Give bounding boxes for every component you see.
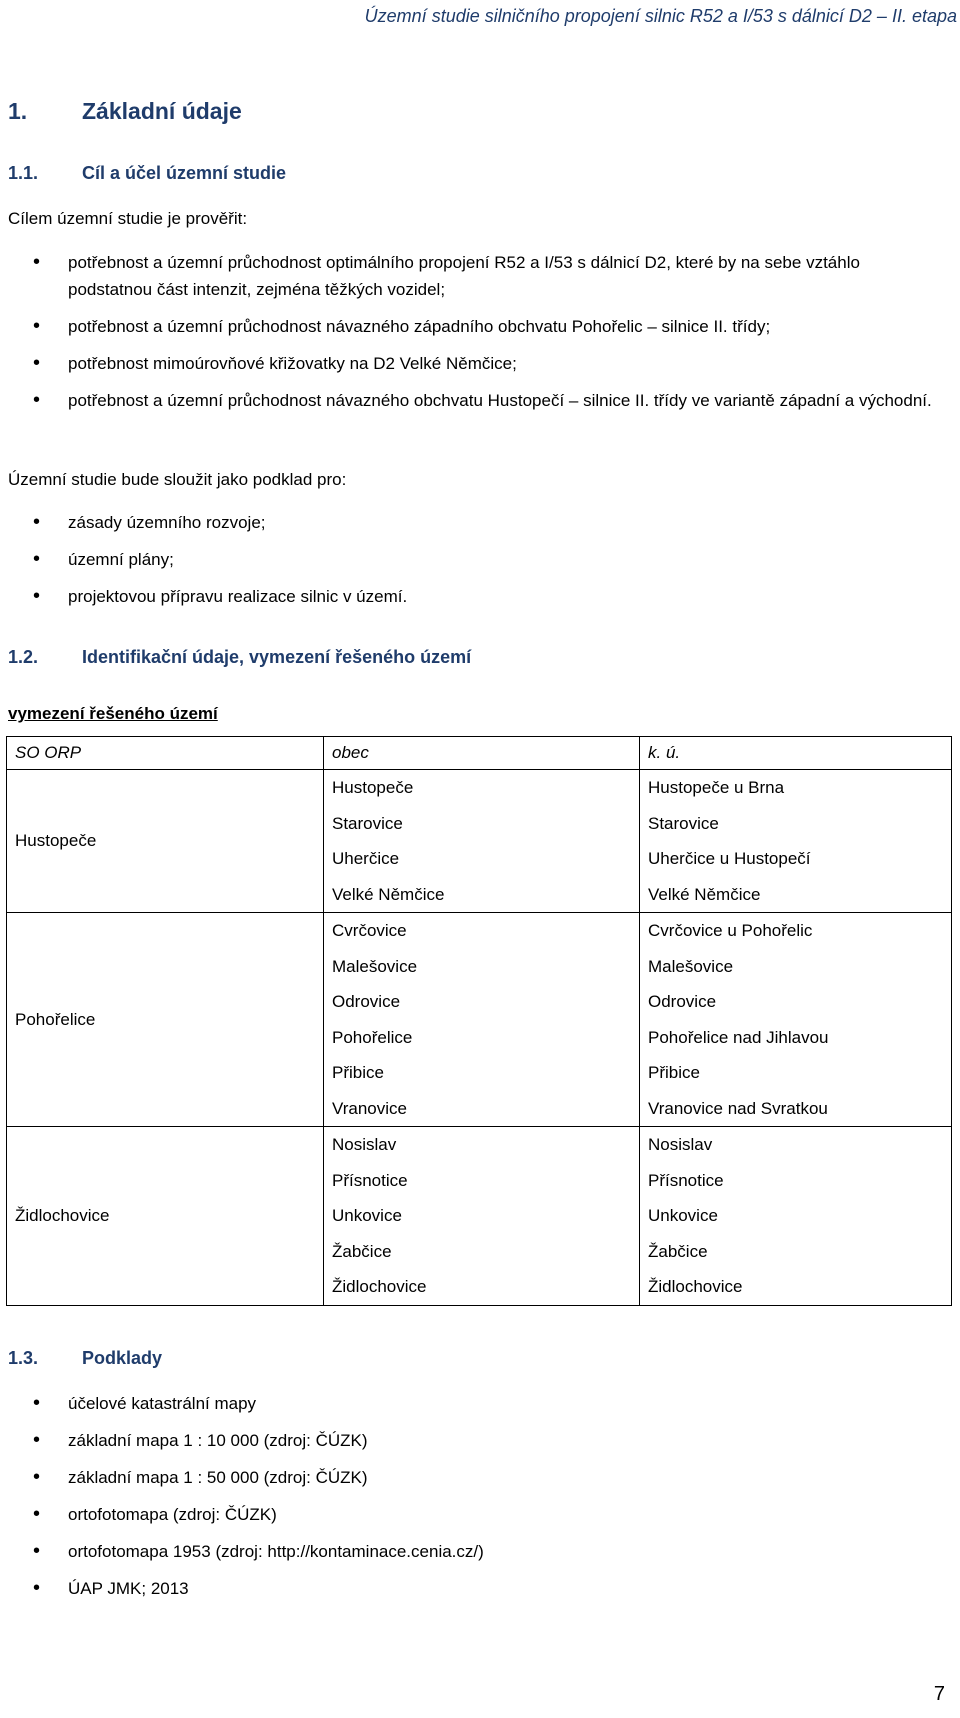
obec: Starovice [332,813,403,833]
obec: Odrovice [332,992,401,1011]
orp-cell: Židlochovice [7,1127,324,1306]
section-heading-1-3 [8,1348,162,1369]
column-header: SO ORP [7,737,324,770]
list-item: • účelové katastrální mapy [0,1390,940,1417]
document-header: Územní studie silničního propojení silnic R52 a I/53 s dálnicí D2 – II. etapa [364,6,957,26]
obec: Vranovice [332,1098,407,1118]
list-item: • základní mapa 1 : 10 000 (zdroj: ČÚZK) [0,1427,940,1454]
obec: Žabčice [332,1241,392,1261]
obec: Unkovice [332,1206,402,1225]
section-number: 1.1. [8,163,39,183]
column-header: k. ú. [640,737,952,770]
list-item: • základní mapa 1 : 50 000 (zdroj: ČÚZK) [0,1464,940,1491]
obce-cell [324,770,640,913]
page-number: 7 [933,1683,945,1705]
list-item: • ÚAP JMK; 2013 [0,1575,940,1602]
purpose-paragraph: Územní studie bude sloužit jako podklad pro: [8,470,347,489]
ku: Nosislav [648,1135,713,1154]
table-header-row [7,737,952,770]
list-item: • územní plány; [0,546,940,573]
orp-cell: Hustopeče [7,770,324,913]
list-item: • ortofotomapa (zdroj: ČÚZK) [0,1501,940,1528]
ku: Velké Němčice [648,884,761,904]
obce-cell [324,913,640,1127]
area-table [6,736,952,1306]
table-row [7,913,952,1127]
ku: Žabčice [648,1241,708,1261]
obec: Cvrčovice [332,921,407,940]
ku-cell [640,770,952,913]
obec: Uherčice [332,849,400,868]
ku: Malešovice [648,956,734,976]
section-heading-1-1 [8,163,286,184]
ku: Unkovice [648,1206,718,1225]
obec: Hustopeče [332,778,414,797]
obec: Přibice [332,1063,384,1082]
obec: Malešovice [332,956,418,976]
ku: Vranovice nad Svratkou [648,1098,828,1118]
purpose-list [0,509,940,620]
ku-cell [640,913,952,1127]
list-item: • potřebnost a územní průchodnost návazného obchvatu Hustopečí – silnice II. třídy ve variantě západní a východní. [0,387,940,414]
obec: Velké Němčice [332,884,445,904]
column-header: obec [324,737,640,770]
list-item: • projektovou přípravu realizace silnic v území. [0,583,940,610]
obce-cell [324,1127,640,1306]
list-item: • zásady územního rozvoje; [0,509,940,536]
table-row [7,770,952,913]
section-heading-1 [8,98,242,125]
section-number: 1. [8,98,28,124]
ku: Přibice [648,1063,700,1082]
list-item: • potřebnost mimoúrovňové křižovatky na D2 Velké Němčice; [0,350,940,377]
ku: Cvrčovice u Pohořelic [648,921,813,940]
intro-paragraph: Cílem územní studie je prověřit: [8,209,248,228]
section-number: 1.2. [8,647,39,667]
orp-cell: Pohořelice [7,913,324,1127]
section-number: 1.3. [8,1348,39,1368]
list-item: • potřebnost a územní průchodnost návazného západního obchvatu Pohořelic – silnice II. třídy; [0,313,940,340]
section-title: Podklady [82,1348,163,1368]
goals-list [0,249,940,424]
section-title: Cíl a účel územní studie [82,163,287,183]
ku: Přísnotice [648,1170,724,1190]
ku: Hustopeče u Brna [648,778,785,797]
ku: Uherčice u Hustopečí [648,849,811,868]
section-heading-1-2 [8,647,471,668]
ku: Odrovice [648,992,717,1011]
list-item: • ortofotomapa 1953 (zdroj: http://kontaminace.cenia.cz/) [0,1538,940,1565]
section-title: Identifikační údaje, vymezení řešeného území [82,647,472,667]
table-row [7,1127,952,1306]
list-item: • potřebnost a územní průchodnost optimálního propojení R52 a I/53 s dálnicí D2, které by na sebe vztáhlo podstatnou část intenzit, zejména těžkých vozidel; [0,249,940,303]
obec: Přísnotice [332,1170,408,1190]
ku: Pohořelice nad Jihlavou [648,1027,829,1047]
obec: Pohořelice [332,1027,413,1047]
ku-cell [640,1127,952,1306]
ku: Starovice [648,813,719,833]
table-caption: vymezení řešeného území [8,704,218,723]
obec: Nosislav [332,1135,397,1154]
section-title: Základní údaje [82,98,242,124]
sources-list [0,1390,940,1612]
obec: Židlochovice [332,1277,427,1296]
ku: Židlochovice [648,1277,743,1296]
